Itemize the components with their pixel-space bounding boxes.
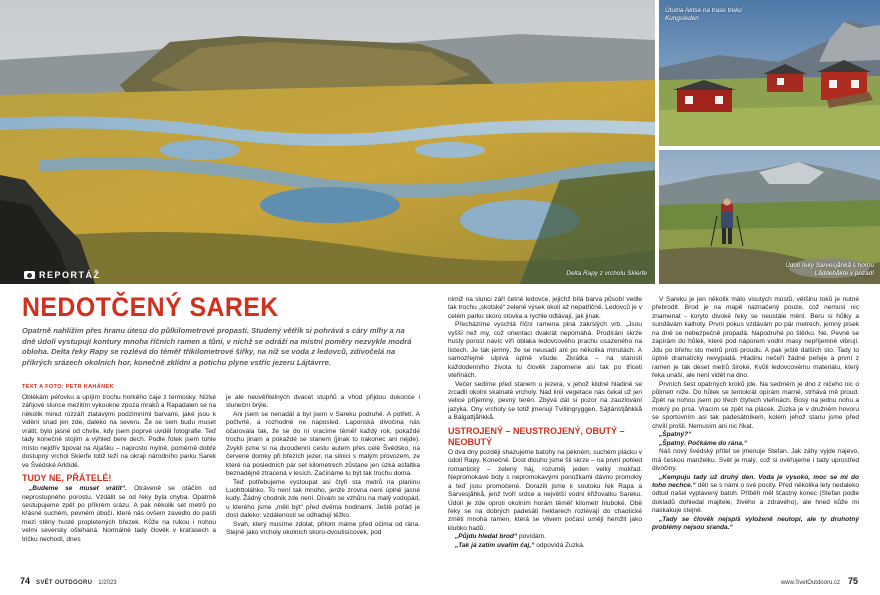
text-column-2 xyxy=(226,394,420,569)
quoted-speech: „Budeme se muset vrátit“. xyxy=(29,485,127,493)
quoted-speech: „Půjdu hledat brod“ xyxy=(455,533,518,541)
text-column-4 xyxy=(652,296,859,571)
article-credit: TEXT A FOTO: PETR KAHÁNEK xyxy=(22,384,114,390)
paragraph: Svah, který musíme zdolat, přitom máme před očima od rána. Stejně jako vrcholy okolních skoro-dvoutisícovek, pod xyxy=(226,520,420,537)
quoted-speech: „Kempuju tady už druhý den. Voda je vysoko, moc se mi do toho nechce.“ xyxy=(652,473,859,489)
paragraph: Prvních šest opatrných kroků jde. Na sedmém je dno z ničeho nic o půlmetr níže. Do hůlek se tentokrát opírám marně, strhává mě proud. Zpět na nohou jsem po třech čtyřech vteřinách. Bosý na jednu nohu a mokrý po prsa. Vracím se zpět na plácek. Zuzka je v družném hovoru se sportovním asi tak padesátníkem, kolem jehož stanu jsme před chvílí prošli. Nemusím ani nic říkat. xyxy=(652,380,859,430)
paragraph-text: Otráveně se otáčím od neprostupného porostu. Vzdálit se od řeky byla chyba. Opatrně sestupujeme zpět po příkrém srázu. A pak několik set metrů po křásné suchém, pevném úbočí, které nás ovšem zavedlo do pasti mezi stěny husté propletených březek. Kůže na rukou i nohou velmi seversky ošlehaná. Normálně tady člověk v kraťasech a tričku nechodí, dnes xyxy=(22,485,216,543)
paragraph: Oblékám péřovku a upíjím trochu horkého čaje z termosky. Nízké zářijové slunce mezitím vykoukne zpoza mraků a Rapadalen se na několik minut rozzáří zlatavými podzimními barvami, jaké jsou k vidění snad jen zde, daleko na severu. Že se sem budu muset vrátit, bylo jasné od chvíle, kdy jsem poprvé uviděl fotografie. Teď tady konečně stojím a výhled bere dech. Podle fotek jsem tohle místo nejdřív tipoval na Aljašku – naprosto mylně, poměrně dobře dostupný vrchol Skierfe totiž leží na okraji národního parku Sarek ve Švédské Arktidě. xyxy=(22,394,216,469)
quoted-speech: „Špatný. Počkáme do rána.“ xyxy=(659,439,748,447)
paragraph: V Sareku je jen několik málo visutých mostů, většinu toků je nutné přebrodit. Brod je na mapě naznačený pouze, což nemusí nic znamenat - koryto divoké řeky se neustále mění. Beru si hůlky a sundávám kalhoty. První pokus vzdávám po pár metrech, jemný písek na dně se nebezpečně propadá. Napodruhé po štěrku. Ne. Pevně se zapírám do hůlek, které pod náporem vodní masy nepříjemně vibrují. Jdu po břehu sto metrů proti proudu. A pak ještě dalších sto. Tady to úplně dramaticky nevypadá. Hladinu nečeří žádné peřeje a první z ramen je tak deset metrů široké. Kvůli ledovcovému materiálu, který řeka unáší, ale není vidět na dno. xyxy=(652,296,859,380)
cabins-photo-caption: Útulna Aktse na trase treku Kungsleden xyxy=(665,7,742,22)
magazine-name: SVĚT OUTDOORU xyxy=(36,580,93,586)
paragraph: Náš nový švédský přítel se jmenuje Stefan. Jak záhy vyjde najevo, má českou manželku. Svět je malý, což si ověřujeme i tady uprostřed divočiny. xyxy=(652,448,859,473)
website-url[interactable]: www.SvetOutdooru.cz xyxy=(780,580,840,586)
hero-photo-illustration xyxy=(0,0,655,284)
article-title: NEDOTČENÝ SAREK xyxy=(22,292,279,322)
text-column-3 xyxy=(448,296,642,571)
paragraph xyxy=(448,542,642,550)
cabins-photo-aktse xyxy=(659,0,880,146)
paragraph: Teď potřebujeme vystoupat asi čtyři sta metrů na planinu Luohttoláhko. To není tak mnoho, jenže zrovna není úplně jasné kudy. Žádný chodník zde není. Dívám se vzhůru na malý vodopád, u kterého jsme „měli být“ před dvěma hodinami. Ještě pořád je dost daleko; vzdálenosti se odhadují těžko. xyxy=(226,478,420,520)
footer-right xyxy=(781,576,858,586)
section-tag xyxy=(24,270,101,280)
hiker-photo-sarvesjahkka xyxy=(659,150,880,284)
page-number-left: 74 xyxy=(20,576,31,586)
paragraph xyxy=(652,474,859,516)
issue-number: 1/2023 xyxy=(98,580,117,586)
page-number-right: 75 xyxy=(847,576,858,586)
quoted-speech: „Špatný?“ xyxy=(659,431,692,439)
paragraph xyxy=(22,485,216,544)
section-tag-label: REPORTÁŽ xyxy=(39,270,101,280)
paragraph: nimiž na slunci září četné ledovce, jejichž bílá barva působí vedle tak trochu „skotské“ zelené výsek okolí až nepatřičně. Ledovců je v celém parku skoro stovka a rychle odtávají, jak jinak. xyxy=(448,296,642,320)
paragraph: O dva dny později shazujeme batohy na pěkném, suchém plácku v údolí Rapy. Konečně. Dost dlouho jsme šli skrze – na první pohled romantický – zelený háj, rozuměj jeden velký mokřad. Nepromokavé boty s nepromokavými ponožkami dávno promokly a teď jsou promočené. Dorazili jsme k soutoku řek Rapa a Sarvesjåhkå, jenž tvoří srdce a největší vodní křižovatku Sareku. Údolí je zde oproti okolním horám téměř kilometr hluboké. Obě řeky se na dobrých padesáti hektarech rozlévají do chaotické změti mnoha ramen, která se vlivem počasí umějí hemžit jako klubko hadů. xyxy=(448,448,642,532)
paragraph-text: odpovídá Zuzka. xyxy=(534,541,585,549)
hero-photo-caption: Delta Rapy z vrcholu Skierfe xyxy=(566,270,647,277)
quoted-speech: „Tady se člověk nejspíš vyloženě neutopí, ale ty druhotný problémy nejsou sranda.“ xyxy=(652,515,859,532)
paragraph-text: povídám. xyxy=(517,533,546,541)
paragraph xyxy=(652,516,859,533)
section-heading: USTROJENÝ – NEUSTROJENÝ, OBUTÝ – NEOBUTÝ xyxy=(448,425,625,447)
section-heading: TUDY NE, PŘÁTELÉ! xyxy=(22,473,112,484)
paragraph xyxy=(652,440,859,448)
text-column-1 xyxy=(22,394,216,569)
paragraph xyxy=(448,533,642,541)
paragraph: Ani jsem se nenadál a byl jsem v Sareku podruhé. A potřetí. A počtvrté, a rozhodně ne naposled. Laponská divočina nás očarovala tak, že se do ní vracíme téměř každý rok, pokaždé trochu jinam a pokaždé se stanem (jinak to nakonec ani nejde). Zvykli jsme si na dvoudenní cestu autem přes celé Švédsko, na červené domky při březích jezer, na silnici s malým provozem, ze které na posledních pár set kilometrech zůstane jen úzká asfaltka beznadějně ztracená v lesích. Začínáme tu být tak trochu doma. xyxy=(226,410,420,478)
camera-icon xyxy=(24,271,35,279)
paragraph-text: dělí se s námi o své pocity. Před několika lety nedaleko odtud našel vyplavený batoh. Příběh měl šťastný konec (Stefan podle dokladů dohledal majitele, živého a zdravého), ale hned kůže mi naskakuje stejně. xyxy=(652,481,859,515)
quoted-speech: „Tak já zatím uvařím čaj,“ xyxy=(455,541,535,549)
hero-photo-rapa-delta xyxy=(0,0,655,284)
footer-left xyxy=(20,576,117,586)
article-lead: Opatrně nahlížím přes hranu útesu do půlkilometrové propasti. Studený větřík si pohrává s cáry mlhy a na dně údolí vystupují kontury mnoha říčních ramen a tůní, v nichž se odráží na místní poměry nezvykle modrá obloha. Delta řeky Rapy se rozlévá do téměř tříkilometrové šířky, na níž se voda z ledovců, zdivočelá na příkrých srázech okolních hor, konečně zklidní a potichu plyne vstříc jezeru Lájtávrre. xyxy=(22,326,412,368)
paragraph xyxy=(652,431,859,439)
paragraph: je ale neuvěřitelných dvacet stupňů a vhod přijdou dokonce i sluneční brýle. xyxy=(226,394,420,410)
paragraph: Večer sedíme před stanem u jezera, v jehož klidné hladině se zrcadlí okolní skalnaté vrcholy. Nad linií vegetace nás čekal už jen velice příjemný, pevný terén. Zbývá dát si pozor na zauzlování jazyka. Ony vrcholy se totiž jmenují Tvillingryggen, Sájtáristjåhkkå a Bálgattjåhkkå. xyxy=(448,380,642,422)
hiker-photo-caption: Údolí řeky Sarvesjåhkå s horou Låddebåkte v pozadí xyxy=(785,262,874,277)
paragraph: Přecházíme vyschlá říční ramena plná zakrslých vrb. „Jsou vyšší než my, což orientaci dvakrát nepomáhá. Prodíráni skrze husty porost navíc víří oblaka ledovcového prachu usazeného na listech. Je tak jemný, že se neusadí ani po několika minutách. A samozřejmě ulpívá úplně všude. Zkrátka – na starosti každodenního života tu člověk zapomene asi tak po třiceti vteřinách. xyxy=(448,321,642,380)
